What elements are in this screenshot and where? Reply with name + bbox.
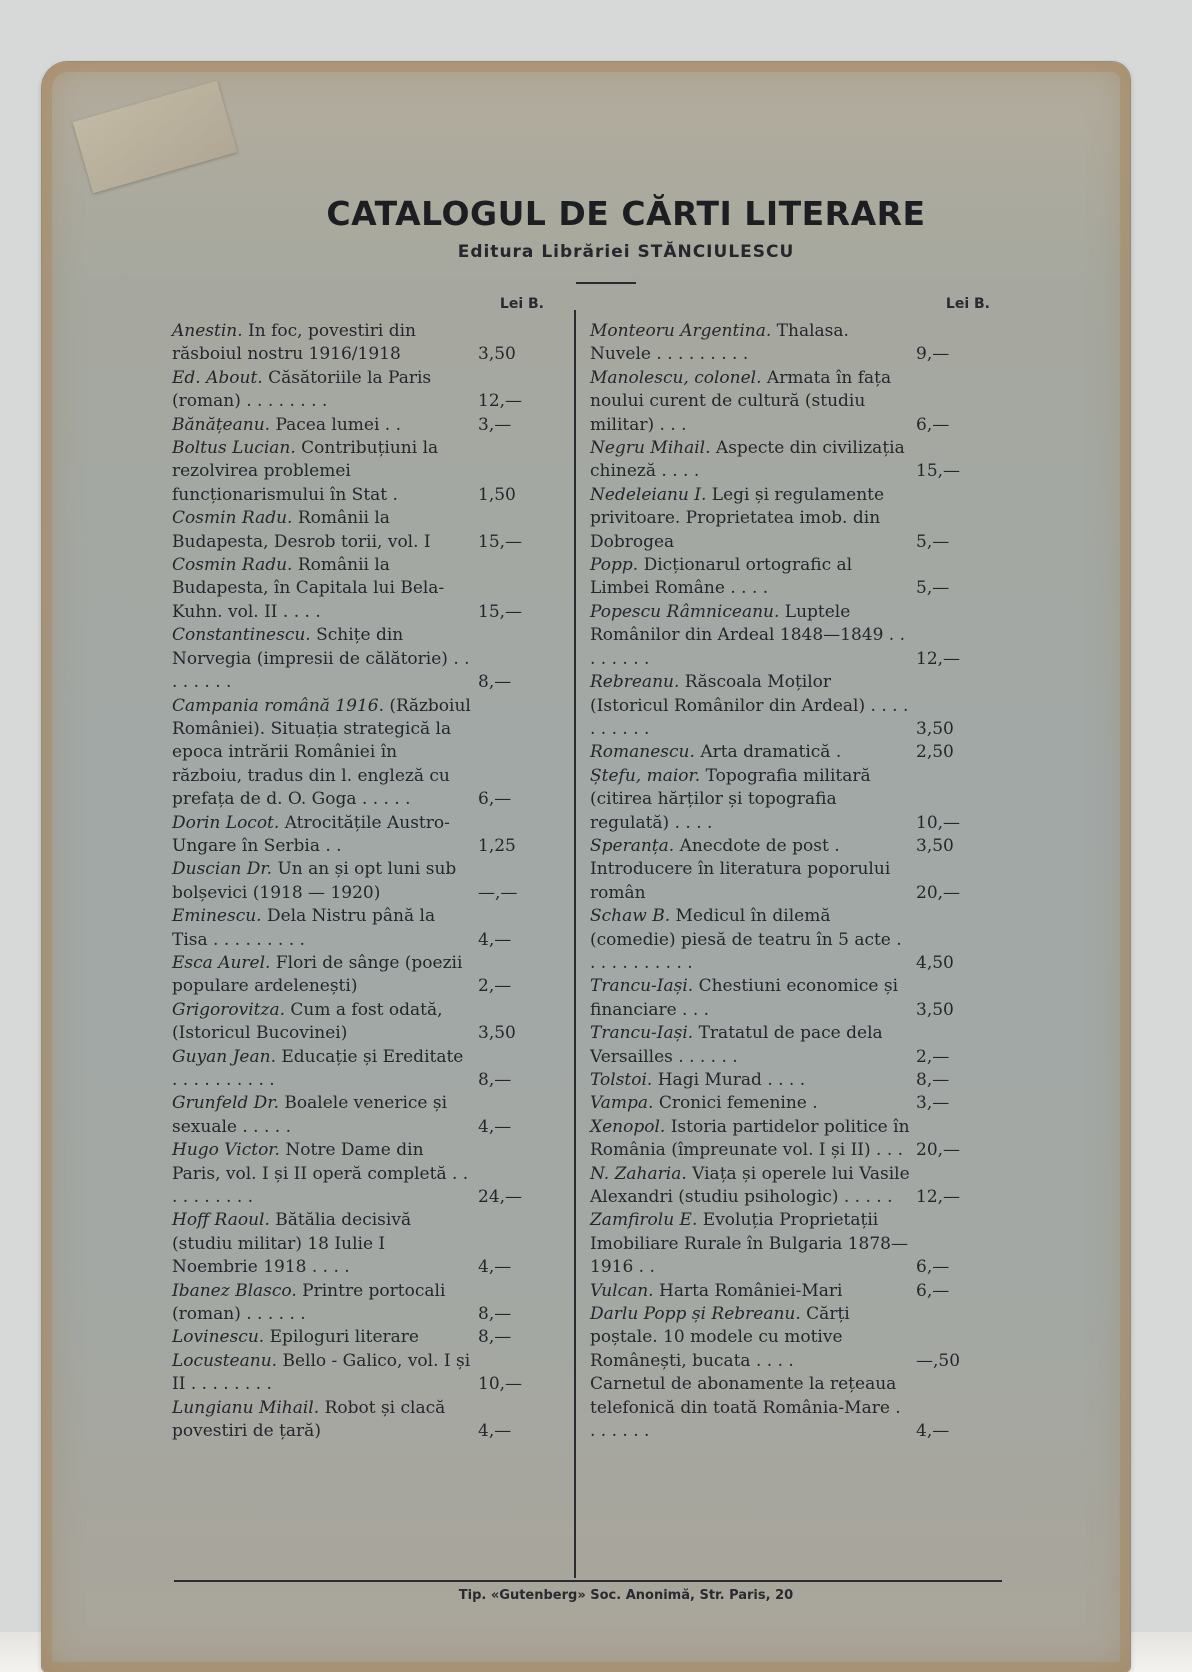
entry-author: Ștefu, maior.: [590, 765, 701, 786]
catalog-entry: [172, 695, 544, 812]
catalog-entry: [590, 858, 990, 905]
catalog-entry: [590, 975, 990, 1022]
entry-price: 3,50: [478, 1023, 516, 1044]
entry-author: Tolstoi.: [590, 1070, 653, 1090]
entry-description: Un an și opt luni sub bolșevici (1918 — 1920): [172, 859, 457, 903]
entry-description: Bătălia decisivă (studiu militar) 18 Iulie I Noembrie 1918 . . . .: [172, 1210, 412, 1278]
entry-price: 12,—: [916, 648, 961, 669]
entry-author: Lungianu Mihail.: [172, 1397, 320, 1418]
entry-description: Hagi Murad . . . .: [657, 1070, 806, 1090]
catalog-entry: [590, 1092, 990, 1115]
right-column: [590, 296, 990, 1444]
entry-price: 15,—: [478, 531, 523, 552]
entry-author: Locusteanu.: [172, 1350, 278, 1371]
entry-description: (Războiul României). Situația strategică la epoca intrării României în războiu, tradus din l. engleză cu prefața de d. O. Goga . . . . .: [172, 695, 471, 810]
entry-description: Notre Dame din Paris, vol. I și II operă completă . . . . . . . . . .: [172, 1140, 469, 1208]
entry-price: 5,—: [916, 531, 950, 552]
entry-description: Cum a fost odată, (Istoricul Bucovinei): [172, 999, 443, 1044]
catalog-entry: [590, 835, 990, 858]
right-entry-list: [590, 320, 990, 1444]
catalog-entry: [590, 905, 990, 975]
printer-imprint: Tip. «Gutenberg» Soc. Anonimă, Str. Paris, 20: [458, 1588, 794, 1603]
entry-price: 3,50: [916, 718, 954, 739]
entry-description: Thalasa. Nuvele . . . . . . . . .: [590, 321, 849, 365]
catalog-entry: [172, 1397, 544, 1444]
catalog-entry: [172, 858, 544, 905]
column-divider: [574, 310, 576, 1578]
catalog-entry: [172, 437, 544, 507]
entry-author: Boltus Lucian.: [172, 438, 296, 459]
entry-author: Rebreanu.: [590, 672, 680, 693]
entry-author: Negru Mihail.: [590, 438, 711, 459]
catalog-entry: [590, 671, 990, 741]
catalog-entry: [590, 554, 990, 601]
entry-price: 8,—: [916, 1070, 950, 1090]
entry-price: 6,—: [916, 1257, 950, 1278]
catalog-entry: [172, 812, 544, 859]
entry-author: Xenopol.: [590, 1116, 666, 1137]
left-entry-list: [172, 320, 544, 1444]
catalog-entry: [172, 1139, 544, 1209]
catalog-entry: [172, 1046, 544, 1093]
entry-author: Speranța.: [590, 835, 675, 856]
entry-description: Introducere în literatura poporului român: [590, 859, 891, 903]
entry-description: Cronici femenine .: [658, 1093, 818, 1114]
catalog-title: CATALOGUL DE CĂRTI LITERARE: [326, 194, 926, 233]
footer-divider: [174, 1580, 1002, 1582]
entry-price: 8,—: [478, 1304, 512, 1325]
catalog-entry: [590, 1116, 990, 1163]
entry-author: Campania română 1916.: [172, 695, 384, 716]
entry-description: Chestiuni economice și financiare . . .: [590, 976, 899, 1020]
entry-author: Bănățeanu.: [172, 414, 271, 435]
catalog-entry: [590, 1209, 990, 1279]
entry-author: Nedeleianu I.: [590, 484, 707, 505]
left-column: [172, 296, 544, 1444]
entry-description: Schițe din Norvegia (impresii de călătorie) . . . . . . . .: [172, 625, 470, 693]
entry-price: 5,—: [916, 578, 950, 599]
entry-price: 4,50: [916, 952, 954, 973]
entry-price: 3,50: [916, 999, 954, 1020]
catalog-entry: [590, 1373, 990, 1443]
entry-author: Romanescu.: [590, 742, 695, 763]
entry-description: Evoluția Proprietații Imobiliare Rurale în Bulgaria 1878—1916 . .: [590, 1210, 908, 1278]
entry-author: Constantinescu.: [172, 625, 311, 646]
entry-price: 1,50: [478, 484, 516, 505]
entry-author: Guyan Jean.: [172, 1046, 276, 1067]
entry-author: Anestin.: [172, 321, 243, 341]
entry-author: Manolescu, colonel.: [590, 367, 762, 388]
entry-description: Cărți poștale. 10 modele cu motive Românești, bucata . . . .: [590, 1304, 850, 1371]
catalog-entry: [590, 320, 990, 367]
entry-description: Robot și clacă povestiri de țară): [172, 1397, 446, 1442]
entry-description: Flori de sânge (poezii populare ardelenești): [172, 952, 463, 997]
entry-price: 15,—: [916, 461, 961, 482]
entry-author: Cosmin Radu.: [172, 555, 293, 576]
catalog-entry: [172, 507, 544, 554]
catalog-entry: [590, 1022, 990, 1069]
entry-price: —,50: [916, 1350, 961, 1371]
entry-author: Darlu Popp și Rebreanu.: [590, 1304, 801, 1325]
entry-description: Atrocitățile Austro-Ungare în Serbia . .: [172, 812, 450, 856]
entry-price: 6,—: [478, 789, 512, 810]
entry-price: 4,—: [478, 1421, 512, 1442]
entry-price: 6,—: [916, 414, 950, 435]
entry-description: Carnetul de abonamente la rețeaua telefonică din toată România-Mare . . . . . . .: [590, 1374, 901, 1442]
catalog-entry: [172, 414, 544, 437]
entry-price: 4,—: [916, 1421, 950, 1442]
entry-description: Căsătoriile la Paris (roman) . . . . . . . .: [172, 367, 432, 412]
entry-author: Popp.: [590, 555, 639, 576]
catalog-entry: [590, 437, 990, 484]
entry-description: Românii la Budapesta, în Capitala lui Bela-Kuhn. vol. II . . . .: [172, 555, 445, 622]
catalog-entry: [172, 905, 544, 952]
entry-author: Eminescu.: [172, 906, 262, 927]
entry-author: Dorin Locot.: [172, 812, 280, 833]
catalog-entry: [172, 1326, 544, 1349]
entry-price: 10,—: [478, 1374, 523, 1395]
entry-author: Vulcan.: [590, 1280, 654, 1301]
entry-author: Ibanez Blasco.: [172, 1280, 297, 1301]
entry-price: —,—: [478, 882, 518, 903]
entry-price: 4,—: [478, 929, 512, 950]
entry-description: Viața și operele lui Vasile Alexandri (studiu psihologic) . . . . .: [590, 1163, 910, 1208]
entry-author: Hugo Victor.: [172, 1140, 280, 1161]
entry-author: Duscian Dr.: [172, 859, 273, 880]
entry-price: 4,—: [478, 1116, 512, 1137]
entry-description: Armata în fața noului curent de cultură (studiu militar) . . .: [590, 367, 892, 435]
catalog-page: [42, 62, 1130, 1672]
entry-author: Schaw B.: [590, 906, 671, 927]
entry-price: 3,—: [478, 414, 512, 435]
entry-price: 4,—: [478, 1257, 512, 1278]
entry-price: 6,—: [916, 1280, 950, 1301]
entry-description: Contribuțiuni la rezolvirea problemei funcționarismului în Stat .: [172, 438, 439, 505]
entry-author: N. Zaharia.: [590, 1163, 687, 1184]
entry-description: Pacea lumei . .: [275, 414, 402, 435]
catalog-entry: [590, 1163, 990, 1210]
price-header-left: Lei B.: [499, 296, 544, 312]
catalog-entry: [590, 765, 990, 835]
title-divider: [576, 282, 636, 284]
catalog-entry: [172, 367, 544, 414]
catalog-entry: [590, 741, 990, 764]
entry-description: Arta dramatică .: [700, 742, 842, 763]
entry-price: 15,—: [478, 601, 523, 622]
entry-author: Monteoru Argentina.: [590, 321, 772, 341]
entry-description: Legi și regulamente privitoare. Proprietatea imob. din Dobrogea: [590, 484, 885, 552]
entry-price: 2,—: [478, 976, 512, 997]
price-header-right: Lei B.: [945, 296, 990, 312]
entry-description: Tratatul de pace dela Versailles . . . . . .: [590, 1023, 883, 1067]
folded-corner: [73, 81, 238, 193]
entry-price: 8,—: [478, 1327, 512, 1348]
catalog-entry: [590, 367, 990, 437]
entry-author: Ed. About.: [172, 367, 263, 388]
entry-author: Hoff Raoul.: [172, 1210, 270, 1231]
entry-author: Trancu-Iași.: [590, 1023, 694, 1044]
entry-description: In foc, povestiri din răsboiul nostru 1916/1918: [172, 321, 416, 365]
entry-description: Dicționarul ortografic al Limbei Române . . . .: [590, 555, 853, 599]
entry-author: Grigorovitza.: [172, 999, 285, 1020]
entry-price: 1,25: [478, 835, 516, 856]
entry-price: 20,—: [916, 1140, 961, 1161]
entry-description: Educație și Ereditate . . . . . . . . . .: [172, 1046, 464, 1090]
entry-description: Istoria partidelor politice în România (împreunate vol. I și II) . . .: [590, 1116, 910, 1161]
entry-description: Românii la Budapesta, Desrob torii, vol. I: [172, 508, 431, 552]
entry-price: 2,50: [916, 742, 954, 763]
catalog-entry: [172, 999, 544, 1046]
entry-description: Boalele venerice și sexuale . . . . .: [172, 1093, 448, 1137]
catalog-entry: [172, 554, 544, 624]
entry-description: Aspecte din civilizația chineză . . . .: [590, 438, 905, 482]
catalog-entry: [172, 952, 544, 999]
entry-price: 2,—: [916, 1046, 950, 1067]
entry-price: 10,—: [916, 812, 961, 833]
entry-author: Grunfeld Dr.: [172, 1093, 279, 1114]
entry-author: Trancu-Iași.: [590, 976, 694, 997]
entry-price: 3,50: [916, 835, 954, 856]
entry-description: Bello - Galico, vol. I și II . . . . . . . .: [172, 1350, 471, 1395]
entry-description: Printre portocali (roman) . . . . . .: [172, 1280, 446, 1325]
catalog-entry: [590, 484, 990, 554]
entry-description: Medicul în dilemă (comedie) piesă de teatru în 5 acte . . . . . . . . . . .: [590, 906, 902, 973]
entry-description: Anecdote de post .: [679, 835, 840, 856]
catalog-entry: [172, 1092, 544, 1139]
catalog-entry: [590, 601, 990, 671]
catalog-entry: [172, 320, 544, 367]
entry-author: Zamfirolu E.: [590, 1210, 698, 1231]
entry-description: Epiloguri literare: [269, 1327, 419, 1348]
entry-price: 20,—: [916, 882, 961, 903]
entry-author: Popescu Râmniceanu.: [590, 601, 780, 622]
entry-price: 3,50: [478, 344, 516, 365]
entry-description: Luptele Românilor din Ardeal 1848—1849 . . . . . . . .: [590, 601, 906, 669]
catalog-entry: [172, 624, 544, 694]
entry-price: 3,—: [916, 1093, 950, 1114]
catalog-entry: [172, 1209, 544, 1279]
entry-author: Vampa.: [590, 1093, 654, 1114]
entry-price: 9,—: [916, 344, 950, 365]
entry-description: Dela Nistru până la Tisa . . . . . . . . .: [172, 906, 436, 950]
entry-description: Topografia militară (citirea hărților și topografia regulată) . . . .: [590, 765, 871, 833]
catalog-entry: [172, 1280, 544, 1327]
entry-price: 12,—: [478, 391, 523, 412]
entry-author: Esca Aurel.: [172, 952, 271, 973]
entry-price: 8,—: [478, 1070, 512, 1090]
catalog-entry: [590, 1280, 990, 1303]
entry-author: Cosmin Radu.: [172, 508, 293, 529]
entry-price: 8,—: [478, 672, 512, 693]
catalog-entry: [590, 1069, 990, 1092]
entry-description: Harta României-Mari: [659, 1280, 843, 1301]
entry-description: Răscoala Moților (Istoricul Românilor din Ardeal) . . . . . . . . . .: [590, 672, 909, 739]
catalog-entry: [172, 1350, 544, 1397]
publisher-subtitle: Editura Librăriei STĂNCIULESCU: [457, 242, 795, 262]
entry-price: 24,—: [478, 1187, 523, 1208]
catalog-entry: [590, 1303, 990, 1373]
entry-price: 12,—: [916, 1187, 961, 1208]
entry-author: Lovinescu.: [172, 1327, 265, 1348]
